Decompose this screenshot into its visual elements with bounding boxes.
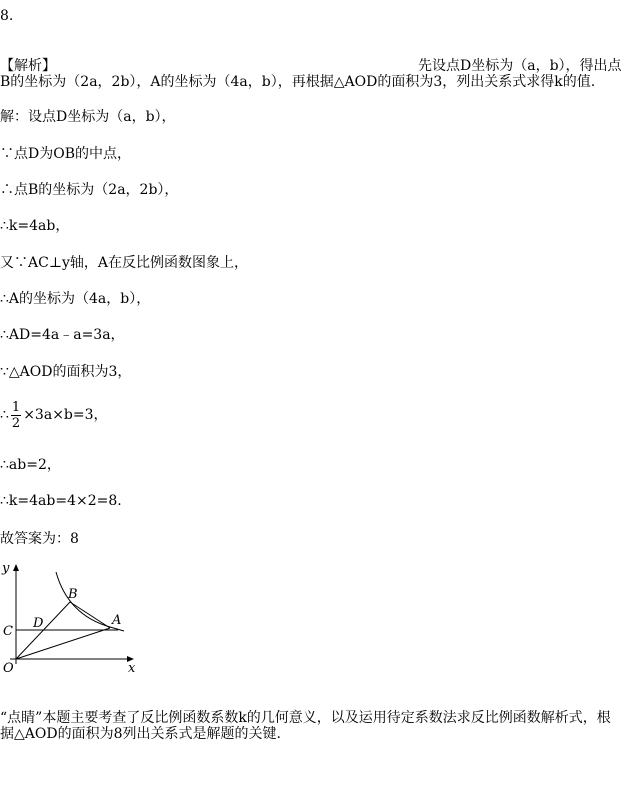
solution-step-5: ∴A的坐标为（4a，b）， (0, 291, 151, 307)
label-B: B (68, 587, 78, 602)
step-8-prefix: ∴ (0, 407, 9, 423)
comment-line-1: “点睛”本题主要考查了反比例函数系数k的几何意义，以及运用待定系数法求反比例函数解析式，根 (0, 710, 611, 726)
solution-step-2: ∴点B的坐标为（2a，2b）， (0, 182, 179, 198)
solution-step-1: ∵点D为OB的中点， (0, 146, 131, 162)
label-D: D (33, 616, 44, 631)
geometry-figure (0, 560, 150, 684)
solution-step-6: ∴AD=4a﹣a=3a， (0, 327, 125, 343)
step-8-suffix: ×3a×b=3， (23, 407, 108, 423)
fraction-numerator: 1 (11, 399, 21, 415)
label-C: C (3, 624, 13, 639)
analysis-heading: 【解析】 (0, 58, 56, 74)
y-axis-arrow-icon (13, 564, 19, 571)
analysis-hint-line2: B的坐标为（2a，2b），A的坐标为（4a，b），再根据△AOD的面积为3，列出关系式求得k的值. (0, 74, 596, 90)
solution-step-8 (0, 398, 108, 432)
comment-line-2: 据△AOD的面积为8列出关系式是解题的关键. (0, 726, 281, 742)
solution-step-9: ∴ab=2， (0, 457, 61, 473)
label-A: A (112, 613, 122, 628)
solution-step-4: 又∵AC⊥y轴，A在反比例函数图象上， (0, 255, 249, 271)
solution-step-10: ∴k=4ab=4×2=8. (0, 493, 122, 509)
final-answer: 故答案为：8 (0, 531, 79, 547)
label-y: y (2, 561, 10, 576)
label-O: O (3, 661, 14, 676)
segment-BA (70, 602, 110, 628)
label-x: x (128, 661, 136, 676)
solution-step-3: ∴k=4ab， (0, 218, 70, 234)
answer-number: 8. (0, 8, 14, 24)
graph-svg (0, 560, 150, 680)
analysis-hint-line1: 先设点D坐标为（a，b），得出点 (418, 58, 622, 74)
fraction-denominator: 2 (11, 415, 21, 431)
fraction-one-half (11, 400, 21, 431)
solution-intro: 解：设点D坐标为（a，b）， (0, 109, 176, 125)
solution-step-7: ∵△AOD的面积为3， (0, 364, 132, 380)
